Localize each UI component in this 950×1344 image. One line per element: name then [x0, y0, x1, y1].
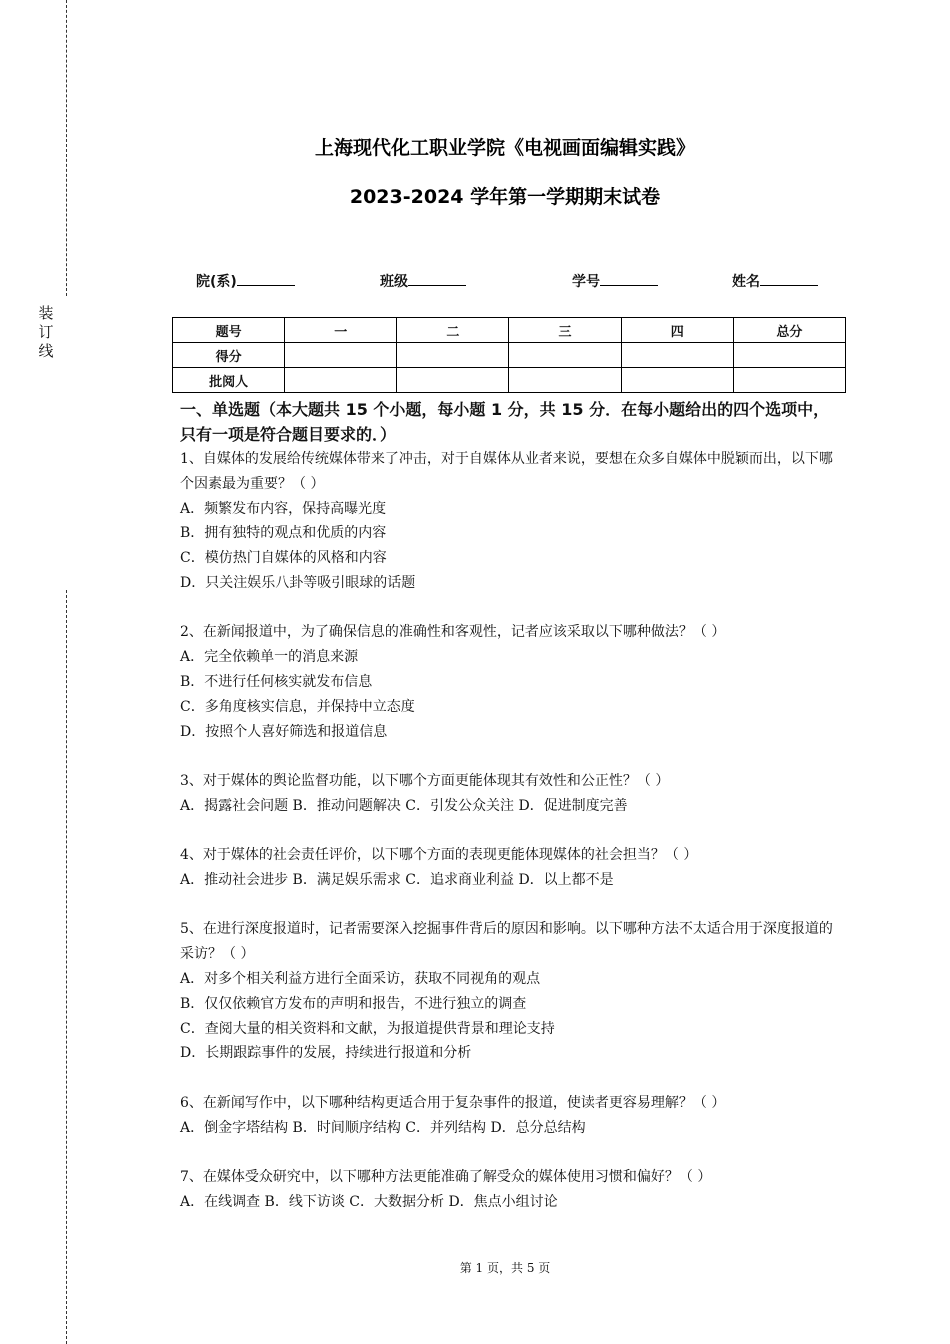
option: B．仅仅依赖官方发布的声明和报告，不进行独立的调查 [180, 995, 527, 1012]
student-id-field [572, 270, 658, 291]
option: C．多角度核实信息，并保持中立态度 [180, 698, 415, 715]
question-2 [180, 620, 842, 744]
option: D．长期跟踪事件的发展，持续进行报道和分析 [180, 1045, 472, 1062]
option: B．不进行任何核实就发布信息 [180, 673, 373, 690]
name-label: 姓名 [732, 274, 760, 290]
grader-cell[interactable] [285, 368, 397, 393]
question-text: 1、自媒体的发展给传统媒体带来了冲击，对于自媒体从业者来说，要想在众多自媒体中脱颖而出，以下哪个因素最为重要？（ ） [180, 451, 833, 492]
option: A．推动社会进步 B．满足娱乐需求 C．追求商业利益 D．以上都不是 [180, 871, 614, 888]
score-cell[interactable] [285, 343, 397, 368]
question-text: 4、对于媒体的社会责任评价，以下哪个方面的表现更能体现媒体的社会担当？（ ） [180, 847, 698, 864]
table-header-cell: 一 [285, 318, 397, 343]
option: C．模仿热门自媒体的风格和内容 [180, 550, 387, 567]
score-cell[interactable] [733, 343, 845, 368]
class-blank[interactable] [408, 270, 466, 286]
question-text: 2、在新闻报道中，为了确保信息的准确性和客观性，记者应该采取以下哪种做法？（ ） [180, 624, 726, 641]
exam-title: 上海现代化工职业学院《电视画面编辑实践》 [314, 137, 695, 159]
option: A．对多个相关利益方进行全面采访，获取不同视角的观点 [180, 970, 541, 987]
grader-cell[interactable] [397, 368, 509, 393]
department-blank[interactable] [237, 270, 295, 286]
grader-cell[interactable] [733, 368, 845, 393]
question-5 [180, 917, 842, 1066]
binding-label [36, 304, 56, 361]
exam-content [180, 397, 842, 1214]
option: C．查阅大量的相关资料和文献，为报道提供背景和理论支持 [180, 1020, 555, 1037]
exam-subtitle: 2023-2024 学年第一学期期末试卷 [349, 186, 661, 208]
grader-cell[interactable] [621, 368, 733, 393]
option: A．频繁发布内容，保持高曝光度 [180, 500, 387, 517]
score-cell[interactable] [397, 343, 509, 368]
score-table-header-row [173, 318, 846, 343]
name-blank[interactable] [760, 270, 818, 286]
table-header-cell: 二 [397, 318, 509, 343]
grader-row [173, 368, 846, 393]
table-header-cell: 三 [509, 318, 621, 343]
question-text: 7、在媒体受众研究中，以下哪种方法更能准确了解受众的媒体使用习惯和偏好？（ ） [180, 1168, 712, 1185]
student-id-blank[interactable] [600, 270, 658, 286]
student-info-row [0, 270, 950, 292]
section-heading: 一、单选题（本大题共 15 个小题，每小题 1 分，共 15 分．在每小题给出的四个选项中，只有一项是符合题目要求的．） [180, 400, 830, 444]
class-field [380, 270, 466, 291]
score-row-label: 得分 [173, 343, 285, 368]
question-7 [180, 1165, 842, 1215]
table-header-cell: 题号 [173, 318, 285, 343]
page-footer: 第 1 页，共 5 页 [459, 1261, 551, 1275]
binding-char: 订 [38, 323, 54, 341]
option: B．拥有独特的观点和优质的内容 [180, 525, 387, 542]
option: A．在线调查 B．线下访谈 C．大数据分析 D．焦点小组讨论 [180, 1193, 558, 1210]
option: D．只关注娱乐八卦等吸引眼球的话题 [180, 574, 416, 591]
question-text: 6、在新闻写作中，以下哪种结构更适合用于复杂事件的报道，使读者更容易理解？（ ） [180, 1094, 726, 1111]
table-header-cell: 四 [621, 318, 733, 343]
department-field [196, 270, 295, 291]
grader-cell[interactable] [509, 368, 621, 393]
question-6 [180, 1091, 842, 1141]
name-field [732, 270, 818, 291]
score-cell[interactable] [621, 343, 733, 368]
score-cell[interactable] [509, 343, 621, 368]
question-1 [180, 447, 842, 596]
question-3 [180, 769, 842, 819]
score-table [172, 317, 846, 393]
table-header-cell: 总分 [733, 318, 845, 343]
question-text: 5、在进行深度报道时，记者需要深入挖掘事件背后的原因和影响。以下哪种方法不太适合用于深度报道的采访？（ ） [180, 921, 833, 963]
question-text: 3、对于媒体的舆论监督功能，以下哪个方面更能体现其有效性和公正性？（ ） [180, 772, 670, 789]
grader-row-label: 批阅人 [173, 368, 285, 393]
option: A．完全依赖单一的消息来源 [180, 649, 359, 666]
question-4 [180, 843, 842, 893]
option: A．揭露社会问题 B．推动问题解决 C．引发公众关注 D．促进制度完善 [180, 797, 628, 814]
class-label: 班级 [380, 274, 408, 290]
score-row [173, 343, 846, 368]
student-id-label: 学号 [572, 274, 600, 290]
binding-char: 装 [38, 304, 54, 322]
option: D．按照个人喜好筛选和报道信息 [180, 723, 388, 740]
option: A．倒金字塔结构 B．时间顺序结构 C．并列结构 D．总分总结构 [180, 1119, 586, 1136]
binding-char: 线 [38, 342, 54, 360]
binding-dashed-line-bottom [66, 590, 67, 1344]
department-label: 院(系) [196, 274, 237, 290]
